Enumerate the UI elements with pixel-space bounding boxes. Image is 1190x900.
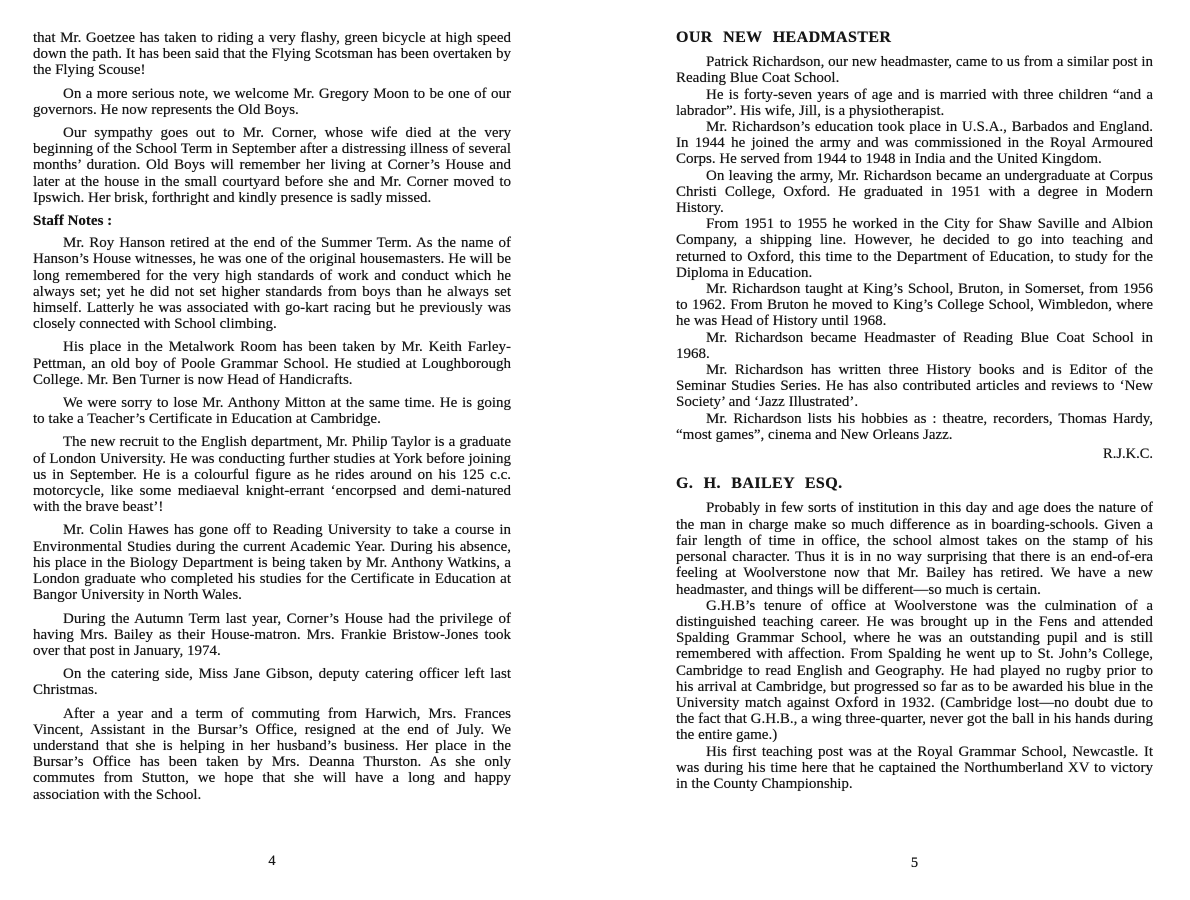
paragraph: The new recruit to the English department, Mr. Philip Taylor is a graduate of London University. He was conducting further studies at York before joining us in September. He is a colourful figure as he rides around on his 125 c.c. motorcycle, like some mediaeval knight-errant ‘encorpsed and demi-natured with the brave beast’! — [33, 434, 511, 516]
paragraph: During the Autumn Term last year, Corner’s House had the privilege of having Mrs. Bailey as their House-matron. Mrs. Frankie Bristow-Jones took over that post in January, 1974. — [33, 610, 511, 659]
paragraph: He is forty-seven years of age and is married with three children “and a labrador”. His wife, Jill, is a physiotherapist. — [676, 86, 1153, 119]
page-left-text-column — [33, 30, 511, 803]
page-number-left: 4 — [268, 853, 276, 869]
paragraph: Mr. Richardson’s education took place in U.S.A., Barbados and England. In 1944 he joined the army and was commissioned in the Royal Armoured Corps. He served from 1944 to 1948 in India and the United Kingdom. — [676, 119, 1153, 168]
signature-initials: R.J.K.C. — [1103, 446, 1153, 463]
paragraph: After a year and a term of commuting from Harwich, Mrs. Frances Vincent, Assistant in the Bursar’s Office, resigned at the end of July. We understand that she is helping in her husband’s business. Her place in the Bursar’s Office has been taken by Mrs. Deanna Thurston. As she only commutes from Stutton, we hope that she will have a long and happy association with the School. — [33, 705, 511, 803]
paragraph: Patrick Richardson, our new headmaster, came to us from a similar post in Reading Blue Coat School. — [676, 54, 1153, 87]
section-heading: Staff Notes : — [33, 213, 113, 230]
page-right — [676, 30, 1153, 792]
paragraph: Mr. Richardson lists his hobbies as : theatre, recorders, Thomas Hardy, “most games”, cinema and New Orleans Jazz. — [676, 410, 1153, 443]
paragraph: His place in the Metalwork Room has been taken by Mr. Keith Farley-Pettman, an old boy of Poole Grammar School. He studied at Loughborough College. Mr. Ben Turner is now Head of Handicrafts. — [33, 339, 511, 388]
paragraph: On a more serious note, we welcome Mr. Gregory Moon to be one of our governors. He now represents the Old Boys. — [33, 85, 511, 118]
paragraph: We were sorry to lose Mr. Anthony Mitton at the same time. He is going to take a Teacher’s Certificate in Education at Cambridge. — [33, 395, 511, 428]
section-heading: G. H. BAILEY ESQ. — [676, 475, 843, 493]
paragraph: that Mr. Goetzee has taken to riding a very flashy, green bicycle at high speed down the path. It has been said that the Flying Scotsman has been overtaken by the Flying Scouse! — [33, 30, 511, 79]
paragraph: Mr. Roy Hanson retired at the end of the Summer Term. As the name of Hanson’s House witnesses, he was one of the original housemasters. He will be long remembered for the very high standards of work and conduct which he always set; yet he did not set higher standards from boys than he always set himself. Latterly he was associated with go-kart racing but he previously was closely connected with School climbing. — [33, 235, 511, 333]
page-left — [33, 30, 511, 810]
section-heading: OUR NEW HEADMASTER — [676, 29, 892, 46]
paragraph: Mr. Richardson taught at King’s School, Bruton, in Somerset, from 1956 to 1962. From Bruton he moved to King’s College School, Wimbledon, where he was Head of History until 1968. — [676, 281, 1153, 330]
paragraph: His first teaching post was at the Royal Grammar School, Newcastle. It was during his time here that he captained the Northumberland XV to victory in the County Championship. — [676, 743, 1153, 792]
page-right-text-column — [676, 30, 1153, 792]
paragraph: Mr. Colin Hawes has gone off to Reading University to take a course in Environmental Studies during the current Academic Year. During his absence, his place in the Biology Department is being taken by Mr. Anthony Watkins, a London graduate who completed his studies for the Certificate in Education at Bangor University in North Wales. — [33, 522, 511, 604]
paragraph: On leaving the army, Mr. Richardson became an undergraduate at Corpus Christi College, Oxford. He graduated in 1951 with a degree in Modern History. — [676, 167, 1153, 217]
page-number-right: 5 — [910, 855, 919, 871]
paragraph: Mr. Richardson has written three History books and is Editor of the Seminar Studies Series. He has also contributed articles and reviews to ‘New Society’ and ‘Jazz Illustrated’. — [676, 362, 1153, 411]
paragraph: Mr. Richardson became Headmaster of Reading Blue Coat School in 1968. — [676, 329, 1153, 362]
paragraph: Probably in few sorts of institution in this day and age does the nature of the man in charge make so much difference as in boarding-schools. Given a fair length of time in office, the school almost takes on the stamp of his personal character. Thus it is in no way surprising that there is an end-of-era feeling at Woolverstone now that Mr. Bailey has retired. We have a new headmaster, and things will be different—so much is certain. — [676, 500, 1153, 598]
paragraph: G.H.B’s tenure of office at Woolverstone was the culmination of a distinguished teaching career. He was brought up in the Fens and attended Spalding Grammar School, where he was an outstanding pupil and is still remembered with affection. From Spalding he went up to St. John’s College, Cambridge to read English and Geography. He had played no rugby prior to his arrival at Cambridge, but progressed so far as to be awarded his blue in the University match against Oxford in 1932. (Cambridge lost—no doubt due to the fact that G.H.B., a wing three-quarter, never got the ball in his hands during the entire game.) — [676, 597, 1153, 744]
paragraph: Our sympathy goes out to Mr. Corner, whose wife died at the very beginning of the School Term in September after a distressing illness of several months’ duration. Old Boys will remember her living at Corner’s House and later at the house in the small courtyard before she and Mr. Corner moved to Ipswich. Her brisk, forthright and kindly presence is sadly missed. — [33, 125, 511, 206]
paragraph: On the catering side, Miss Jane Gibson, deputy catering officer left last Christmas. — [33, 666, 511, 699]
paragraph: From 1951 to 1955 he worked in the City for Shaw Saville and Albion Company, a shipping line. However, he decided to go into teaching and returned to Oxford, this time to the Department of Education, to study for the Diploma in Education. — [676, 216, 1153, 281]
